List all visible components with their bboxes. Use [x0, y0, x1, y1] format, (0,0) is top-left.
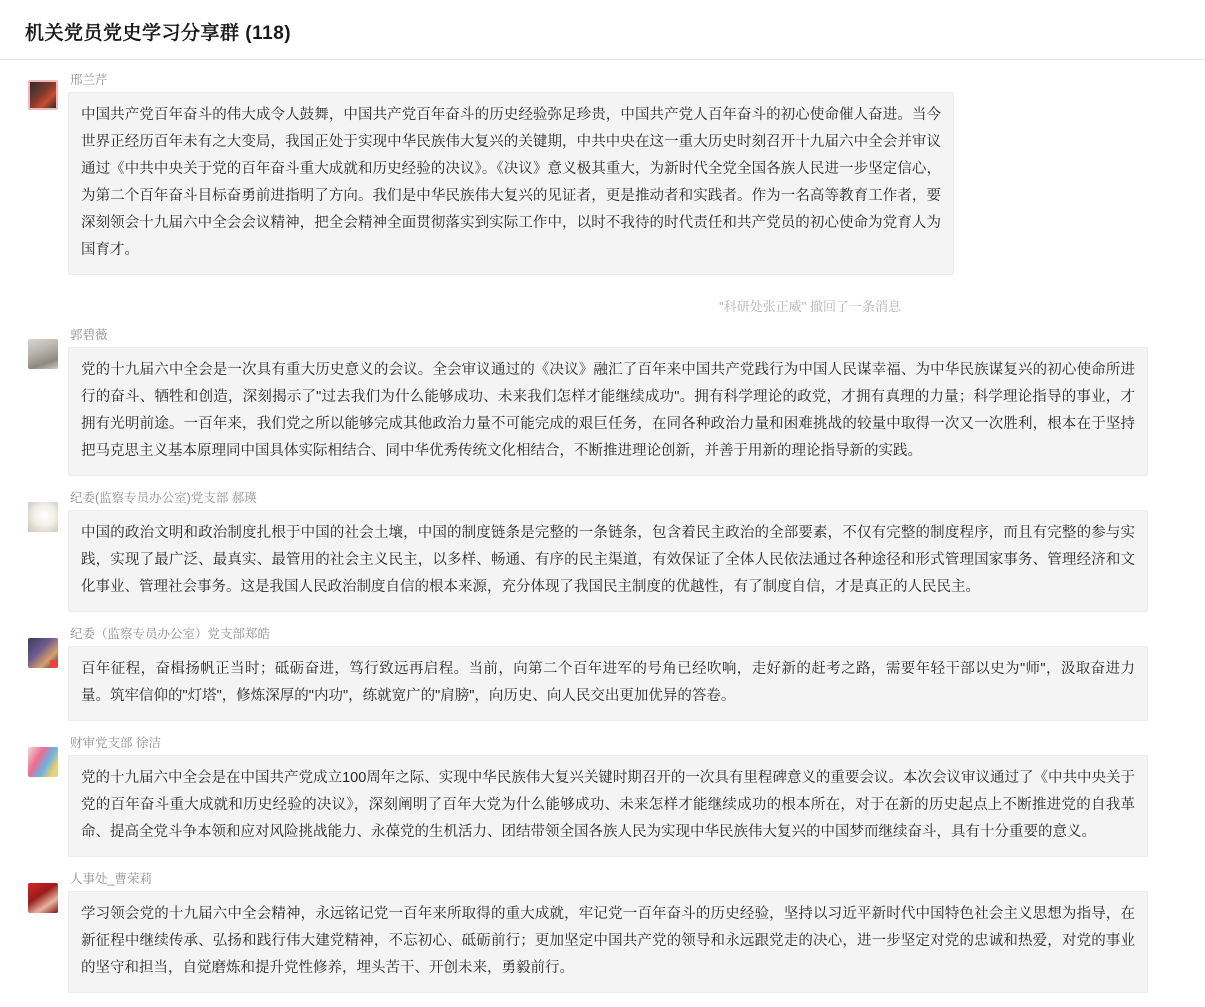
list-item — [0, 871, 1205, 993]
page-title: 机关党员党史学习分享群 (118) — [25, 23, 292, 44]
message-text[interactable]: 党的十九届六中全会是在中国共产党成立100周年之际、实现中华民族伟大复兴关键时期召开的一次具有里程碑意义的重要会议。本次会议审议通过了《中共中央关于党的百年奋斗重大成就和历史经验的决议》，深刻阐明了百年大党为什么能够成功、未来怎样才能继续成功的根本所在，对于在新的历史起点上不断推进党的自我革命、提高全党斗争本领和应对风险挑战能力、永葆党的生机活力、团结带领全国各族人民为实现中华民族伟大复兴的中国梦而继续奋斗，具有十分重要的意义。 — [68, 755, 1148, 857]
message-body — [68, 490, 1148, 612]
avatar-image — [30, 82, 56, 108]
avatar[interactable] — [28, 502, 58, 532]
chat-header — [0, 0, 1205, 60]
message-body — [68, 72, 1148, 275]
avatar[interactable] — [28, 339, 58, 369]
message-sender: 财审党支部 徐洁 — [70, 736, 161, 750]
message-text[interactable]: 百年征程，奋楫扬帆正当时；砥砺奋进，笃行致远再启程。当前，向第二个百年进军的号角已经吹响，走好新的赶考之路，需要年轻干部以史为"师"，汲取奋进力量。筑牢信仰的"灯塔"，修炼深厚的"内功"，练就宽广的"肩膀"，向历史、向人民交出更加优异的答卷。 — [68, 646, 1148, 721]
message-text[interactable]: 中国共产党百年奋斗的伟大成令人鼓舞，中国共产党百年奋斗的历史经验弥足珍贵，中国共产党人百年奋斗的初心使命催人奋进。当今世界正经历百年未有之大变局，我国正处于实现中华民族伟大复兴的关键期，中共中央在这一重大历史时刻召开十九届六中全会并审议通过《中共中央关于党的百年奋斗重大成就和历史经验的决议》。《决议》意义极其重大，为新时代全党全国各族人民进一步坚定信心，为第二个百年奋斗目标奋勇前进指明了方向。我们是中华民族伟大复兴的见证者，更是推动者和实践者。作为一名高等教育工作者，要深刻领会十九届六中全会会议精神，把全会精神全面贯彻落实到实际工作中，以时不我待的时代责任和共产党员的初心使命为党育人为国育才。 — [68, 92, 954, 275]
list-item — [0, 735, 1205, 857]
avatar-image — [28, 502, 58, 532]
list-item — [0, 72, 1205, 275]
message-sender: 纪委(监察专员办公室)党支部 郝瑛 — [70, 491, 257, 505]
avatar[interactable] — [28, 747, 58, 777]
system-recall-note: "科研处张正威" 撤回了一条消息 — [719, 299, 901, 314]
message-text[interactable]: 党的十九届六中全会是一次具有重大历史意义的会议。全会审议通过的《决议》融汇了百年来中国共产党践行为中国人民谋幸福、为中华民族谋复兴的初心使命所进行的奋斗、牺牲和创造，深刻揭示了"过去我们为什么能够成功、未来我们怎样才能继续成功"。拥有科学理论的政党，才拥有真理的力量；科学理论指导的事业，才拥有光明前途。一百年来，我们党之所以能够完成其他政治力量不可能完成的艰巨任务，在同各种政治力量和困难挑战的较量中取得一次又一次胜利，根本在于坚持把马克思主义基本原理同中国具体实际相结合、同中华优秀传统文化相结合，不断推进理论创新，并善于用新的理论指导新的实践。 — [68, 347, 1148, 476]
message-body — [68, 735, 1148, 857]
list-item — [0, 327, 1205, 476]
avatar-image — [28, 883, 58, 913]
avatar-image — [28, 339, 58, 369]
message-list — [0, 60, 1205, 993]
message-text[interactable]: 学习领会党的十九届六中全会精神，永远铭记党一百年来所取得的重大成就，牢记党一百年奋斗的历史经验，坚持以习近平新时代中国特色社会主义思想为指导，在新征程中继续传承、弘扬和践行伟大建党精神，不忘初心、砥砺前行；更加坚定中国共产党的领导和永远跟党走的决心，进一步坚定对党的忠诚和热爱，对党的事业的坚守和担当，自觉磨炼和提升党性修养，埋头苦干、开创未来，勇毅前行。 — [68, 891, 1148, 993]
message-body — [68, 327, 1148, 476]
avatar-image — [28, 747, 58, 777]
message-sender: 纪委（监察专员办公室）党支部郑皓 — [70, 627, 271, 641]
unread-badge-icon — [50, 660, 58, 668]
list-item — [0, 490, 1205, 612]
message-body — [68, 626, 1148, 721]
avatar[interactable] — [28, 80, 58, 110]
avatar[interactable] — [28, 638, 58, 668]
message-text[interactable]: 中国的政治文明和政治制度扎根于中国的社会土壤，中国的制度链条是完整的一条链条，包含着民主政治的全部要素，不仅有完整的制度程序，而且有完整的参与实践，实现了最广泛、最真实、最管用的社会主义民主，以多样、畅通、有序的民主渠道，有效保证了全体人民依法通过各种途径和形式管理国家事务、管理经济和文化事业、管理社会事务。这是我国人民政治制度自信的根本来源，充分体现了我国民主制度的优越性，有了制度自信，才是真正的人民民主。 — [68, 510, 1148, 612]
message-body — [68, 871, 1148, 993]
message-sender: 郭碧薇 — [70, 328, 108, 342]
avatar[interactable] — [28, 883, 58, 913]
list-item — [0, 626, 1205, 721]
message-sender: 人事处_曹荣莉 — [70, 872, 152, 886]
message-sender: 邢兰芹 — [70, 73, 108, 87]
